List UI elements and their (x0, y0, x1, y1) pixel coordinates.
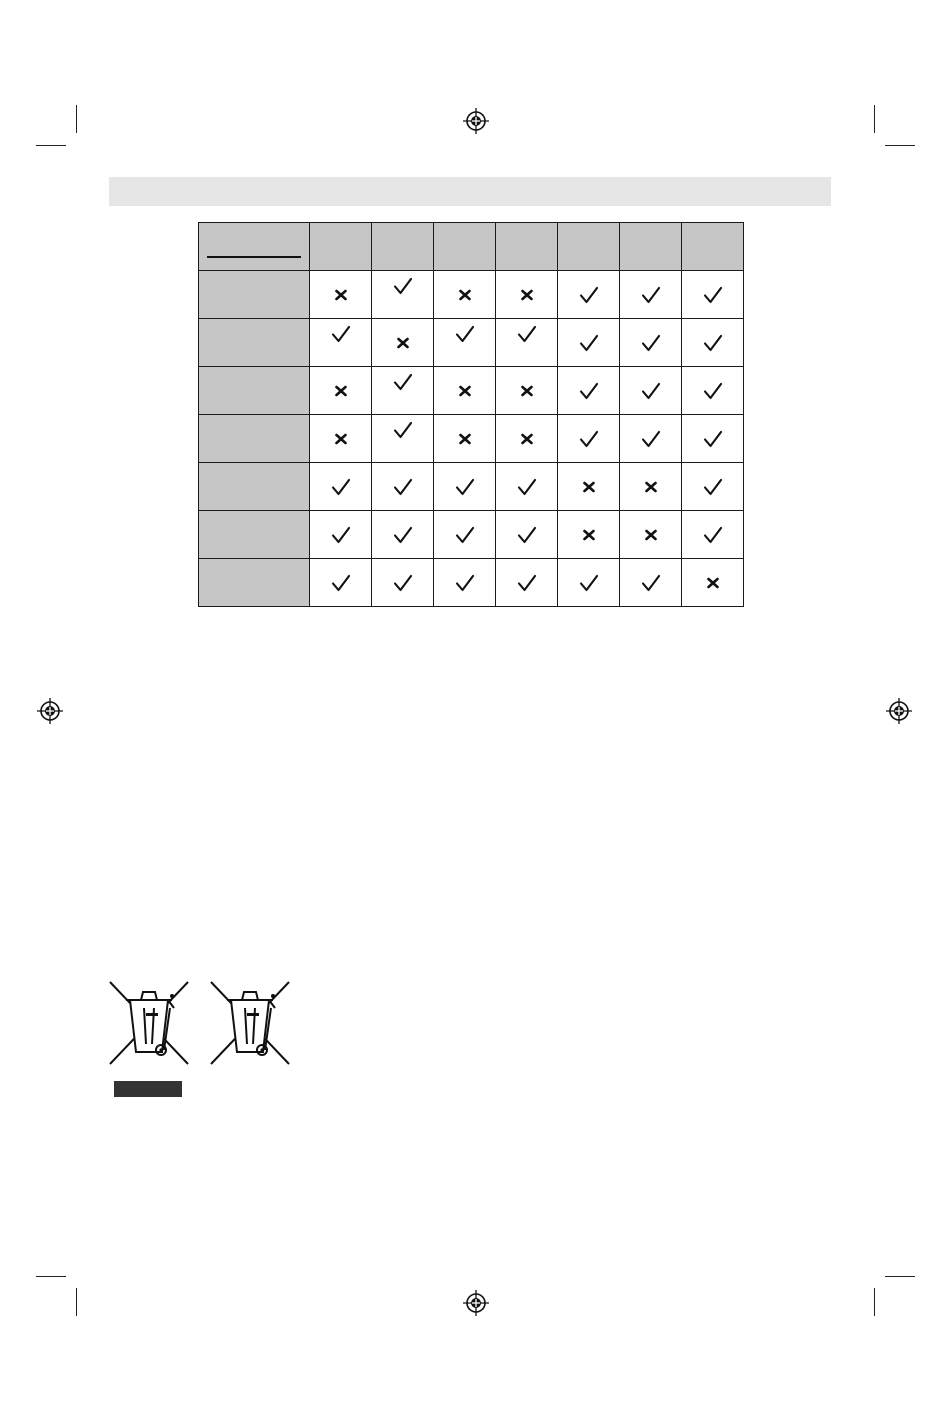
table-cell (620, 367, 682, 415)
check-icon (393, 373, 413, 391)
table-cell (558, 511, 620, 559)
table-corner-cell (199, 223, 310, 271)
table-cell (434, 463, 496, 511)
check-icon (579, 382, 599, 400)
check-icon (641, 334, 661, 352)
cross-icon (644, 481, 657, 493)
crop-mark-bottom-right-v (874, 1288, 875, 1316)
column-header (496, 223, 558, 271)
table-cell (434, 415, 496, 463)
table-cell (372, 367, 434, 415)
table-cell (310, 415, 372, 463)
table-row (199, 271, 744, 319)
check-icon (641, 574, 661, 592)
table-cell (372, 319, 434, 367)
table-cell (496, 367, 558, 415)
table-cell (434, 511, 496, 559)
table-cell (372, 511, 434, 559)
check-icon (703, 334, 723, 352)
cross-icon (334, 433, 347, 445)
check-icon (331, 526, 351, 544)
check-icon (641, 382, 661, 400)
check-icon (331, 325, 351, 343)
registration-mark-icon (463, 1290, 489, 1316)
cross-icon (396, 337, 409, 349)
table-cell (682, 415, 744, 463)
check-icon (641, 430, 661, 448)
table-cell (496, 271, 558, 319)
table-row (199, 463, 744, 511)
cross-icon (334, 385, 347, 397)
row-header (199, 319, 310, 367)
check-icon (455, 526, 475, 544)
registration-mark-icon (886, 698, 912, 724)
crop-mark-top-left-h (36, 145, 66, 146)
check-icon (393, 277, 413, 295)
table-cell (372, 559, 434, 607)
table-header-row (199, 223, 744, 271)
check-icon (455, 325, 475, 343)
column-header (372, 223, 434, 271)
table-cell (558, 559, 620, 607)
table-cell (434, 271, 496, 319)
cross-icon (582, 529, 595, 541)
table-cell (310, 319, 372, 367)
table-cell (558, 463, 620, 511)
crossed-out-wheelie-bin-icon (108, 980, 192, 1066)
table-cell (620, 463, 682, 511)
crop-mark-bottom-left-v (76, 1288, 77, 1316)
table-row (199, 559, 744, 607)
check-icon (703, 478, 723, 496)
cross-icon (520, 385, 533, 397)
check-icon (517, 325, 537, 343)
row-header (199, 367, 310, 415)
table-cell (682, 271, 744, 319)
table-cell (682, 463, 744, 511)
table-row (199, 415, 744, 463)
table-cell (558, 319, 620, 367)
cross-icon (458, 289, 471, 301)
table-cell (496, 415, 558, 463)
cross-icon (334, 289, 347, 301)
registration-mark-icon (463, 108, 489, 134)
column-header (310, 223, 372, 271)
table-cell (496, 463, 558, 511)
check-icon (579, 334, 599, 352)
table-cell (496, 319, 558, 367)
table-cell (496, 559, 558, 607)
check-icon (455, 478, 475, 496)
check-icon (455, 574, 475, 592)
check-icon (393, 478, 413, 496)
cross-icon (582, 481, 595, 493)
check-icon (579, 574, 599, 592)
table-cell (310, 559, 372, 607)
table-cell (620, 511, 682, 559)
table-cell (558, 271, 620, 319)
table-cell (620, 415, 682, 463)
cross-icon (644, 529, 657, 541)
table-row (199, 511, 744, 559)
row-header (199, 511, 310, 559)
crossed-out-wheelie-bin-icon (209, 980, 293, 1066)
cross-icon (706, 577, 719, 589)
check-icon (393, 574, 413, 592)
table-cell (434, 367, 496, 415)
compatibility-table (198, 222, 744, 607)
cross-icon (520, 433, 533, 445)
table-cell (372, 463, 434, 511)
check-icon (331, 574, 351, 592)
row-header (199, 559, 310, 607)
check-icon (579, 286, 599, 304)
crop-mark-top-right-v (874, 105, 875, 133)
check-icon (641, 286, 661, 304)
column-header (620, 223, 682, 271)
table-cell (682, 511, 744, 559)
table-cell (434, 319, 496, 367)
weee-date-bar (114, 1081, 182, 1097)
crop-mark-bottom-left-h (36, 1276, 66, 1277)
check-icon (703, 286, 723, 304)
crop-mark-bottom-right-h (885, 1276, 915, 1277)
table-cell (310, 271, 372, 319)
check-icon (703, 430, 723, 448)
column-header (434, 223, 496, 271)
cross-icon (520, 289, 533, 301)
table-row (199, 367, 744, 415)
check-icon (393, 421, 413, 439)
table-cell (620, 559, 682, 607)
row-header (199, 463, 310, 511)
table-cell (558, 415, 620, 463)
table-cell (682, 367, 744, 415)
table-cell (620, 271, 682, 319)
check-icon (393, 526, 413, 544)
check-icon (331, 478, 351, 496)
table-cell (682, 319, 744, 367)
registration-mark-icon (37, 698, 63, 724)
table-cell (372, 271, 434, 319)
row-header (199, 415, 310, 463)
row-header (199, 271, 310, 319)
cross-icon (458, 433, 471, 445)
crop-mark-top-left-v (76, 105, 77, 133)
table-cell (434, 559, 496, 607)
table-cell (310, 367, 372, 415)
section-heading-band (109, 177, 831, 206)
check-icon (517, 478, 537, 496)
table-row (199, 319, 744, 367)
table-cell (682, 559, 744, 607)
check-icon (517, 574, 537, 592)
check-icon (579, 430, 599, 448)
check-icon (517, 526, 537, 544)
table-cell (620, 319, 682, 367)
crop-mark-top-right-h (885, 145, 915, 146)
corner-divider-line (207, 256, 301, 258)
column-header (682, 223, 744, 271)
table-cell (496, 511, 558, 559)
cross-icon (458, 385, 471, 397)
check-icon (703, 382, 723, 400)
check-icon (703, 526, 723, 544)
column-header (558, 223, 620, 271)
table-cell (310, 463, 372, 511)
table-cell (558, 367, 620, 415)
table-cell (372, 415, 434, 463)
table-cell (310, 511, 372, 559)
